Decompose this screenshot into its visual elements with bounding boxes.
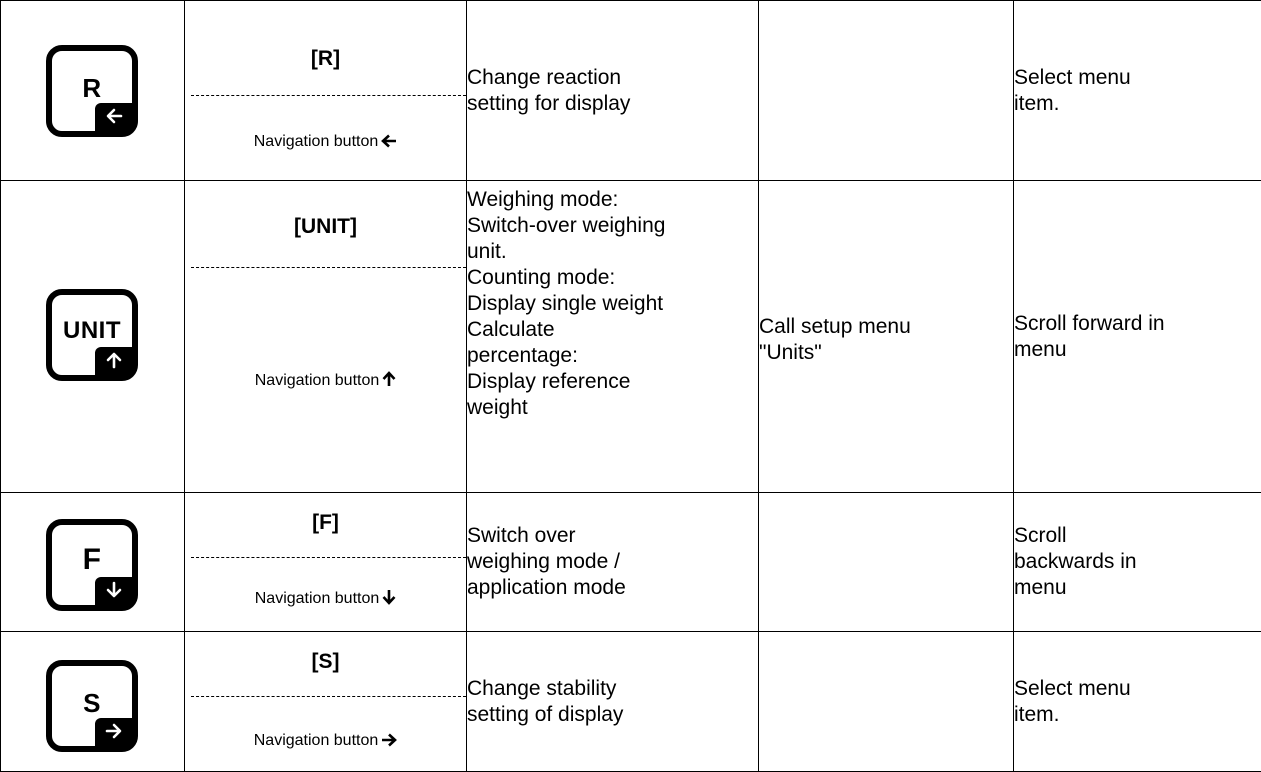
function-line: setting for display <box>467 91 758 117</box>
arrow-up-icon <box>95 347 133 376</box>
button-name: [R] <box>185 47 466 71</box>
arrow-left-icon <box>95 103 133 132</box>
button-cell <box>185 181 467 493</box>
nav-label-text: Navigation button <box>254 732 379 749</box>
function-line: weight <box>467 395 758 421</box>
nav-button-label <box>185 371 466 390</box>
nav-button-label <box>185 133 466 151</box>
function-line: Display reference <box>467 369 758 395</box>
function-line: unit. <box>467 239 758 265</box>
menu-line: Scroll forward in <box>1014 311 1261 337</box>
setup-cell <box>759 493 1014 632</box>
menu-cell <box>1014 493 1261 632</box>
arrow-right-icon <box>95 718 133 747</box>
button-cell <box>185 632 467 772</box>
menu-line: menu <box>1014 337 1261 363</box>
function-line: Change stability <box>467 676 758 702</box>
function-cell <box>467 632 759 772</box>
key-icon-cell <box>1 1 185 181</box>
function-line: Counting mode: <box>467 265 758 291</box>
nav-label-text: Navigation button <box>255 590 380 607</box>
dashed-divider <box>191 267 466 268</box>
dashed-divider <box>191 696 466 697</box>
unit-key-icon <box>46 289 138 381</box>
button-cell <box>185 1 467 181</box>
function-cell <box>467 493 759 632</box>
button-name: [F] <box>185 511 466 535</box>
dashed-divider <box>191 557 466 558</box>
key-icon-cell <box>1 493 185 632</box>
arrow-up-icon <box>382 371 396 387</box>
f-key-icon <box>46 519 138 611</box>
function-line: application mode <box>467 575 758 601</box>
table-row <box>1 1 1261 181</box>
nav-label-text: Navigation button <box>254 133 379 150</box>
setup-cell <box>759 181 1014 493</box>
arrow-down-icon <box>382 589 396 605</box>
table-row <box>1 632 1261 772</box>
button-cell <box>185 493 467 632</box>
key-icon-cell <box>1 632 185 772</box>
menu-cell <box>1014 181 1261 493</box>
menu-line: Scroll <box>1014 523 1261 549</box>
setup-line: Call setup menu <box>759 314 1013 340</box>
arrow-left-icon <box>381 134 397 148</box>
menu-line: Select menu <box>1014 65 1261 91</box>
menu-line: backwards in <box>1014 549 1261 575</box>
function-cell <box>467 181 759 493</box>
table-row <box>1 493 1261 632</box>
function-line: Change reaction <box>467 65 758 91</box>
function-line: percentage: <box>467 343 758 369</box>
function-line: Weighing mode: <box>467 187 758 213</box>
menu-cell <box>1014 632 1261 772</box>
button-name: [UNIT] <box>185 215 466 239</box>
function-line: setting of display <box>467 702 758 728</box>
function-line: Calculate <box>467 317 758 343</box>
menu-line: menu <box>1014 575 1261 601</box>
menu-line: item. <box>1014 702 1261 728</box>
function-line: Switch over <box>467 523 758 549</box>
nav-button-label <box>185 732 466 750</box>
arrow-right-icon <box>381 733 397 747</box>
function-line: weighing mode / <box>467 549 758 575</box>
menu-line: item. <box>1014 91 1261 117</box>
s-key-icon <box>46 660 138 752</box>
menu-line: Select menu <box>1014 676 1261 702</box>
function-cell <box>467 1 759 181</box>
r-key-icon <box>46 45 138 137</box>
setup-cell <box>759 1 1014 181</box>
nav-label-text: Navigation button <box>255 372 380 389</box>
menu-cell <box>1014 1 1261 181</box>
setup-line: "Units" <box>759 340 1013 366</box>
key-label: UNIT <box>52 317 132 345</box>
table-row <box>1 181 1261 493</box>
nav-button-label <box>185 589 466 608</box>
function-line: Display single weight <box>467 291 758 317</box>
function-line: Switch-over weighing <box>467 213 758 239</box>
dashed-divider <box>191 95 466 96</box>
button-name: [S] <box>185 650 466 674</box>
arrow-down-icon <box>95 577 133 606</box>
key-label: R <box>52 73 132 104</box>
key-label: S <box>52 688 132 719</box>
key-label: F <box>52 543 132 577</box>
setup-cell <box>759 632 1014 772</box>
key-icon-cell <box>1 181 185 493</box>
